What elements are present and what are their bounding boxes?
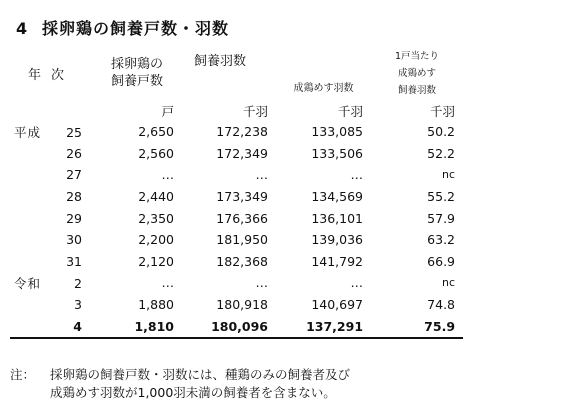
table-row [10,207,463,229]
farms-cell: 2,120 [138,253,174,269]
farms-cell: 2,560 [138,145,174,161]
table-row [10,272,463,294]
units-year [10,100,92,121]
pullets-cell: 136,101 [311,210,364,226]
pullets-cell: … [350,167,364,183]
units-row [10,100,463,121]
table-row [10,229,463,251]
footnote-line2: 成鶏めす羽数が1,000羽未満の飼養者を含まない。 [50,385,336,400]
era-label: 令和 [14,275,42,291]
header-row [10,46,463,72]
table-title-text: 採卵鶏の飼養戸数・羽数 [42,19,230,38]
header-per-line3: 飼養羽数 [398,84,437,96]
per-farm-cell: nc [441,168,456,182]
era-label: 平成 [14,124,42,140]
unit-per-farm: 千羽 [430,103,456,119]
header-farms-line2: 飼養戸数 [110,74,163,89]
table-row [10,164,463,186]
table-row [10,315,463,338]
table-row [10,251,463,273]
year-number: 27 [66,167,82,183]
year-cell [10,207,92,229]
farms-cell: 2,650 [138,124,174,140]
farms-cell: 2,200 [138,232,174,248]
unit-pullets: 千羽 [338,103,364,119]
table-row [10,186,463,208]
birds-cell: 172,238 [216,124,268,140]
footnote-text-1: 採卵鶏の飼養戸数・羽数には、種鶏のみの飼養者及び [50,367,351,382]
farms-cell: … [161,167,174,183]
birds-cell: 180,918 [216,297,268,313]
year-cell [10,229,92,251]
year-number: 4 [73,318,82,334]
pullets-cell: 133,085 [311,124,364,140]
table-row [10,294,463,316]
unit-birds: 千羽 [242,103,268,119]
table-body [10,121,463,338]
per-farm-cell: 75.9 [371,315,463,338]
header-per-line1: 1戸当たり [394,50,440,62]
farms-cell: 2,350 [138,210,174,226]
table-row [10,143,463,165]
header-per-farm [371,46,463,100]
pullets-cell: … [350,275,364,291]
birds-cell: 172,349 [216,145,268,161]
year-cell [10,294,92,316]
birds-cell: 176,366 [216,210,268,226]
year-number: 25 [66,124,82,140]
header-farms [92,46,182,100]
year-cell [10,143,92,165]
footnote-line1 [10,366,550,384]
farms-cell: … [161,275,174,291]
pullets-cell: 141,792 [311,253,364,269]
year-number: 29 [66,210,82,226]
header-birds: 飼養羽数 [194,53,247,69]
header-pullets: 成鶏めす羽数 [293,82,354,94]
header-per-line2: 成鶏めす [398,67,437,79]
year-number: 2 [74,275,82,291]
header-birds-total [182,72,276,100]
pullets-cell: 133,506 [311,145,364,161]
year-cell [10,121,92,143]
birds-cell: 173,349 [216,189,268,205]
birds-cell: 180,096 [182,315,276,338]
birds-cell: … [255,167,268,183]
pullets-cell: 139,036 [311,232,364,248]
year-number: 3 [74,297,82,313]
unit-farms: 戸 [161,103,174,119]
footnote [10,366,550,402]
header-farms-line1: 採卵鶏の [110,57,163,72]
footnote-label: 注： [10,367,36,382]
per-farm-cell: 74.8 [427,297,456,313]
per-farm-cell: 50.2 [427,124,456,140]
pullets-cell: 140,697 [311,297,364,313]
table-number: 4 [16,19,29,38]
per-farm-cell: 63.2 [427,232,456,248]
table-title [16,16,229,39]
pullets-cell: 137,291 [276,315,371,338]
per-farm-cell: 66.9 [427,253,456,269]
year-cell [10,251,92,273]
year-number: 31 [66,253,82,269]
table-row [10,121,463,143]
year-number: 28 [66,189,82,205]
year-cell [10,272,92,294]
year-cell [10,164,92,186]
statistics-table [10,46,463,339]
year-cell [10,186,92,208]
birds-cell: 182,368 [216,253,268,269]
per-farm-cell: 57.9 [427,210,456,226]
farms-cell: 1,810 [92,315,182,338]
year-number: 30 [66,232,82,248]
farms-cell: 2,440 [138,189,174,205]
per-farm-cell: nc [441,276,456,290]
birds-cell: … [255,275,268,291]
per-farm-cell: 55.2 [427,189,456,205]
birds-cell: 181,950 [216,232,268,248]
pullets-cell: 134,569 [311,189,364,205]
per-farm-cell: 52.2 [427,145,456,161]
farms-cell: 1,880 [138,297,174,313]
year-number: 26 [66,145,82,161]
header-year: 年次 [27,67,74,83]
year-cell [10,315,92,338]
